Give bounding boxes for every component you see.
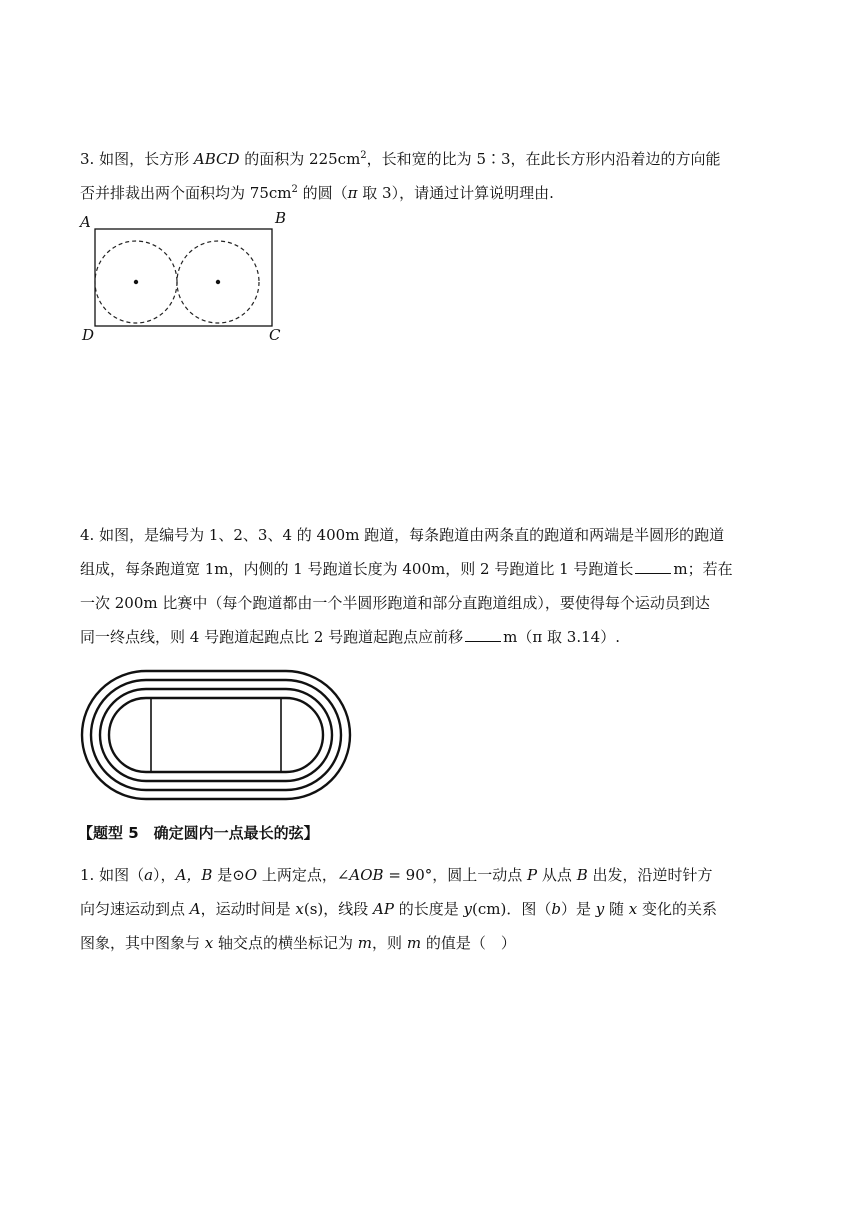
label-b: B bbox=[275, 209, 287, 227]
answer-blank-1[interactable] bbox=[635, 559, 671, 574]
q5-var: b bbox=[551, 900, 561, 918]
q5-var: x bbox=[295, 900, 304, 918]
q5-text: 从点 bbox=[537, 866, 577, 884]
q5-var: y bbox=[595, 900, 605, 918]
q5-text: 出发，沿逆时针方 bbox=[587, 866, 713, 884]
q5-var: m bbox=[406, 934, 422, 952]
q5-var: P bbox=[527, 866, 538, 884]
q3-pi: π bbox=[347, 184, 358, 202]
q5-var: x bbox=[204, 934, 214, 952]
q5-text: ）， bbox=[153, 866, 176, 884]
q4-text: 同一终点线，则 4 号跑道起跑点比 2 号跑道起跑点应前移 bbox=[80, 628, 464, 646]
q5-text: ，运动时间是 bbox=[200, 900, 296, 918]
track-lane-4 bbox=[82, 671, 350, 799]
q5-var: AP bbox=[373, 900, 394, 918]
q4-running-track-figure bbox=[76, 665, 356, 805]
q5-text: 变化的关系 bbox=[637, 900, 718, 918]
q5-text: 图象，其中图象与 bbox=[80, 934, 205, 952]
q4-text: 一次 200m 比赛中（每个跑道都由一个半圆形跑道和部分直跑道组成），要使得每个运动员到达 bbox=[80, 594, 710, 612]
label-d: D bbox=[82, 326, 95, 344]
center-dot-right bbox=[216, 280, 220, 284]
q3-text-line-1 bbox=[80, 146, 721, 169]
q3-text-line-2 bbox=[80, 180, 554, 203]
q3-superscript: 2 bbox=[291, 184, 298, 195]
q5-var: AOB bbox=[349, 866, 384, 884]
q5-var: x bbox=[628, 900, 638, 918]
q3-text: 3. 如图，长方形 bbox=[80, 150, 194, 168]
center-dot-left bbox=[134, 280, 138, 284]
q5-1-text-line-3 bbox=[80, 933, 516, 953]
q5-text: 向匀速运动到点 bbox=[80, 900, 190, 918]
q3-text: 取 3），请通过计算说明理由. bbox=[357, 184, 554, 202]
q5-var: A bbox=[189, 900, 201, 918]
q5-var: y bbox=[463, 900, 473, 918]
q5-text: (cm)．图（ bbox=[472, 900, 552, 918]
q4-text: m；若在 bbox=[673, 560, 733, 578]
q3-text: ，长和宽的比为 5∶3，在此长方形内沿着边的方向能 bbox=[366, 150, 721, 168]
q5-text: (s)，线段 bbox=[303, 900, 374, 918]
track-lane-1 bbox=[109, 698, 323, 772]
q4-text-line-1 bbox=[80, 525, 724, 545]
q5-text: 上两定点，∠ bbox=[257, 866, 350, 884]
q5-text: 的长度是 bbox=[393, 900, 464, 918]
q3-superscript: 2 bbox=[360, 150, 367, 161]
q3-text: 否并排裁出两个面积均为 75cm bbox=[80, 184, 292, 202]
label-a: A bbox=[80, 213, 91, 231]
q5-text: = 90°，圆上一动点 bbox=[383, 866, 528, 884]
q5-1-text-line-2 bbox=[80, 899, 717, 919]
q5-text: 的值是（ ） bbox=[421, 934, 516, 952]
q4-text-line-3 bbox=[80, 593, 710, 613]
q4-text: 组成，每条跑道宽 1m，内侧的 1 号跑道长度为 400m，则 2 号跑道比 1 号跑道长 bbox=[80, 560, 634, 578]
q3-text: 的面积为 225cm bbox=[239, 150, 361, 168]
q5-var: A，B bbox=[175, 866, 213, 884]
q5-text: ）是 bbox=[560, 900, 596, 918]
q4-text: m（π 取 3.14）. bbox=[503, 628, 620, 646]
q5-1-text-line-1 bbox=[80, 865, 713, 885]
q5-var: m bbox=[357, 934, 373, 952]
q3-rectangle-figure bbox=[76, 205, 306, 350]
q5-var: a bbox=[144, 866, 154, 884]
track-lane-2 bbox=[100, 689, 332, 781]
q5-var: O bbox=[244, 866, 258, 884]
q3-rect-name: ABCD bbox=[193, 150, 240, 168]
q5-text: 1. 如图（ bbox=[80, 866, 145, 884]
track-lane-3 bbox=[91, 680, 341, 790]
q4-text: 4. 如图，是编号为 1、2、3、4 的 400m 跑道，每条跑道由两条直的跑道和两端是半圆形的跑道 bbox=[80, 526, 725, 544]
q4-text-line-4 bbox=[80, 627, 620, 647]
q4-text-line-2 bbox=[80, 559, 733, 579]
q5-text: 是⊙ bbox=[212, 866, 245, 884]
label-c: C bbox=[269, 326, 281, 344]
q5-text: 随 bbox=[604, 900, 629, 918]
q5-text: 轴交点的横坐标记为 bbox=[213, 934, 358, 952]
q5-var: B bbox=[576, 866, 588, 884]
q3-text: 的圆（ bbox=[297, 184, 348, 202]
answer-blank-2[interactable] bbox=[465, 627, 501, 642]
section-heading-5: 【题型 5 确定圆内一点最长的弦】 bbox=[78, 824, 319, 842]
q5-text: ，则 bbox=[372, 934, 407, 952]
